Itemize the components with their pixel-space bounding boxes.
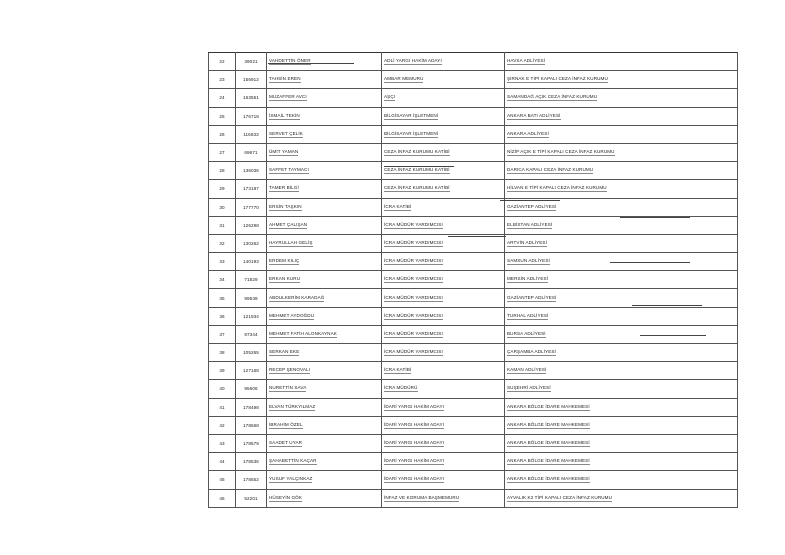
row-number-cell: [209, 362, 236, 380]
full-name-cell: [267, 53, 382, 71]
full-name-cell: [267, 253, 382, 271]
institution-cell: [505, 471, 738, 489]
institution-cell: [505, 380, 738, 398]
full-name: ERDEM KILIÇ: [269, 258, 300, 264]
registry-number-cell: [236, 416, 267, 434]
registry-number: 130262: [243, 240, 259, 246]
table-row: [209, 107, 738, 125]
job-title-cell: [382, 398, 505, 416]
full-name: İSMAİL TEKİN: [269, 112, 300, 118]
institution: ANKARA BÖLGE İDARE MAHKEMESİ: [507, 458, 590, 464]
table-row: [209, 489, 738, 507]
registry-number-cell: [236, 53, 267, 71]
job-title: İCRA MÜDÜR YARDIMCISI: [384, 239, 443, 245]
scan-stroke: [632, 305, 702, 306]
institution-cell: [505, 289, 738, 307]
row-number: 46: [219, 495, 225, 501]
registry-number-cell: [236, 289, 267, 307]
full-name: HÜSEYİN GÖK: [269, 494, 303, 500]
job-title-cell: [382, 89, 505, 107]
full-name-cell: [267, 398, 382, 416]
full-name: ÜMİT YAMAN: [269, 149, 299, 155]
registry-number-cell: [236, 107, 267, 125]
full-name-cell: [267, 216, 382, 234]
institution-cell: [505, 453, 738, 471]
job-title: İDARİ YARGI HAKİM ADAYI: [384, 458, 444, 464]
job-title: AŞÇI: [384, 94, 396, 100]
institution: GAZİANTEP ADLİYESİ: [507, 294, 557, 300]
institution: GAZİANTEP ADLİYESİ: [507, 203, 557, 209]
row-number: 32: [219, 240, 225, 246]
row-number-cell: [209, 71, 236, 89]
row-number: 29: [219, 186, 225, 192]
full-name-cell: [267, 107, 382, 125]
institution-cell: [505, 434, 738, 452]
job-title-cell: [382, 344, 505, 362]
row-number-cell: [209, 416, 236, 434]
registry-number-cell: [236, 325, 267, 343]
registry-number: 126298: [243, 222, 259, 228]
job-title: CEZA İNFAZ KURUMU KATİBİ: [384, 185, 450, 191]
job-title-cell: [382, 325, 505, 343]
job-title: İDARİ YARGI HAKİM ADAYI: [384, 440, 444, 446]
registry-number: 52201: [244, 495, 258, 501]
table-row: [209, 471, 738, 489]
job-title: BİLGİSAYAR İŞLETMENİ: [384, 112, 439, 118]
full-name-cell: [267, 162, 382, 180]
institution: KAMAN ADLİYESİ: [507, 367, 547, 373]
row-number-cell: [209, 380, 236, 398]
institution-cell: [505, 271, 738, 289]
registry-number: 178579: [243, 441, 259, 447]
table-row: [209, 71, 738, 89]
institution-cell: [505, 362, 738, 380]
registry-number-cell: [236, 434, 267, 452]
institution-cell: [505, 489, 738, 507]
table-row: [209, 162, 738, 180]
row-number-cell: [209, 198, 236, 216]
row-number-cell: [209, 271, 236, 289]
row-number: 37: [219, 331, 225, 337]
job-title: İCRA MÜDÜR YARDIMCISI: [384, 330, 443, 336]
institution: ARTVİN ADLİYESİ: [507, 239, 547, 245]
full-name-cell: [267, 453, 382, 471]
job-title-cell: [382, 416, 505, 434]
table-row: [209, 344, 738, 362]
registry-number-cell: [236, 362, 267, 380]
table-row: [209, 143, 738, 161]
scan-stroke: [610, 262, 690, 263]
row-number: 22: [219, 59, 225, 65]
institution-cell: [505, 216, 738, 234]
institution: HAVSA ADLİYESİ: [507, 58, 546, 64]
full-name: RECEP ŞENOVALI: [269, 367, 311, 373]
job-title-cell: [382, 271, 505, 289]
table-row: [209, 89, 738, 107]
registry-number-cell: [236, 198, 267, 216]
row-number: 45: [219, 477, 225, 483]
row-number: 42: [219, 422, 225, 428]
full-name-cell: [267, 344, 382, 362]
full-name: SAADET UYAR: [269, 440, 303, 446]
full-name: AHMET ÇALIŞAN: [269, 221, 308, 227]
job-title-cell: [382, 162, 505, 180]
scan-stroke: [500, 200, 560, 201]
institution-cell: [505, 398, 738, 416]
job-title-cell: [382, 107, 505, 125]
registry-number: 105265: [243, 350, 259, 356]
registry-number-cell: [236, 216, 267, 234]
row-number-cell: [209, 325, 236, 343]
table-row: [209, 125, 738, 143]
registry-number: 99539: [244, 295, 258, 301]
registry-number-cell: [236, 380, 267, 398]
row-number-cell: [209, 180, 236, 198]
personnel-table-body: [209, 53, 738, 508]
full-name-cell: [267, 307, 382, 325]
full-name-cell: [267, 362, 382, 380]
row-number: 40: [219, 386, 225, 392]
full-name-cell: [267, 271, 382, 289]
institution-cell: [505, 162, 738, 180]
institution: MERSİN ADLİYESİ: [507, 276, 549, 282]
row-number-cell: [209, 53, 236, 71]
registry-number: 127168: [243, 368, 259, 374]
table-row: [209, 180, 738, 198]
job-title: İDARİ YARGI HAKİM ADAYI: [384, 403, 444, 409]
full-name: ŞAHABETTİN KAÇAR: [269, 458, 317, 464]
row-number: 39: [219, 368, 225, 374]
institution: SUŞEHRİ ADLİYESİ: [507, 385, 551, 391]
full-name-cell: [267, 489, 382, 507]
job-title-cell: [382, 125, 505, 143]
institution: NİZİP AÇIK E TİPİ KAPALI CEZA İNFAZ KURUMU: [507, 149, 615, 155]
registry-number-cell: [236, 89, 267, 107]
full-name-cell: [267, 289, 382, 307]
job-title: ADLİ YARGI HAKİM ADAYI: [384, 58, 442, 64]
registry-number-cell: [236, 271, 267, 289]
job-title: CEZA İNFAZ KURUMU KATİBİ: [384, 149, 450, 155]
job-title-cell: [382, 307, 505, 325]
row-number: 34: [219, 277, 225, 283]
job-title: İCRA MÜDÜR YARDIMCISI: [384, 221, 443, 227]
job-title: CEZA İNFAZ KURUMU KATİBİ: [384, 167, 450, 173]
registry-number: 116633: [243, 131, 259, 137]
registry-number-cell: [236, 234, 267, 252]
full-name-cell: [267, 89, 382, 107]
row-number: 27: [219, 150, 225, 156]
row-number-cell: [209, 253, 236, 271]
registry-number-cell: [236, 398, 267, 416]
job-title: İNFAZ VE KORUMA BAŞMEMURU: [384, 494, 460, 500]
table-row: [209, 216, 738, 234]
institution: AYVALIK K2 TİPİ KAPALI CEZA İNFAZ KURUMU: [507, 494, 613, 500]
full-name: SERKAN EKE: [269, 349, 300, 355]
registry-number: 136036: [243, 168, 259, 174]
registry-number-cell: [236, 344, 267, 362]
institution: ANKARA BÖLGE İDARE MAHKEMESİ: [507, 476, 590, 482]
job-title: İDARİ YARGI HAKİM ADAYI: [384, 476, 444, 482]
institution: ANKARA ADLİYESİ: [507, 130, 549, 136]
institution-cell: [505, 125, 738, 143]
scan-stroke: [448, 236, 506, 237]
table-row: [209, 398, 738, 416]
full-name: MEHMET FATİH ALONKAYNAK: [269, 330, 337, 336]
institution-cell: [505, 107, 738, 125]
table-row: [209, 362, 738, 380]
row-number: 44: [219, 459, 225, 465]
full-name: ABDULKERİM KARADAĞ: [269, 294, 325, 300]
institution: ŞIRNAK E TİPİ KAPALI CEZA İNFAZ KURUMU: [507, 76, 608, 82]
job-title-cell: [382, 53, 505, 71]
registry-number: 177770: [243, 204, 259, 210]
job-title: İCRA MÜDÜR YARDIMCISI: [384, 276, 443, 282]
full-name-cell: [267, 380, 382, 398]
full-name: MUZAFFER AVCI: [269, 94, 307, 100]
institution: ANKARA BÖLGE İDARE MAHKEMESİ: [507, 403, 590, 409]
table-row: [209, 307, 738, 325]
institution: TURHAL ADLİYESİ: [507, 312, 549, 318]
institution-cell: [505, 89, 738, 107]
job-title-cell: [382, 489, 505, 507]
registry-number: 176718: [243, 113, 259, 119]
institution-cell: [505, 234, 738, 252]
registry-number: 95606: [244, 386, 258, 392]
row-number-cell: [209, 162, 236, 180]
job-title-cell: [382, 453, 505, 471]
full-name-cell: [267, 471, 382, 489]
registry-number-cell: [236, 162, 267, 180]
row-number-cell: [209, 289, 236, 307]
job-title: İCRA KATİBİ: [384, 367, 412, 373]
registry-number: 39021: [244, 59, 258, 65]
table-row: [209, 453, 738, 471]
registry-number-cell: [236, 453, 267, 471]
institution: ANKARA BÖLGE İDARE MAHKEMESİ: [507, 440, 590, 446]
full-name: SAFFET TAYMACI: [269, 167, 309, 173]
registry-number-cell: [236, 71, 267, 89]
row-number-cell: [209, 453, 236, 471]
job-title: BİLGİSAYAR İŞLETMENİ: [384, 130, 439, 136]
table-row: [209, 53, 738, 71]
job-title-cell: [382, 216, 505, 234]
scan-stroke: [268, 63, 354, 64]
row-number-cell: [209, 307, 236, 325]
job-title-cell: [382, 380, 505, 398]
row-number: 24: [219, 95, 225, 101]
registry-number: 173187: [243, 186, 259, 192]
full-name: ELVAN TÜRKYILMAZ: [269, 403, 316, 409]
full-name-cell: [267, 198, 382, 216]
row-number-cell: [209, 434, 236, 452]
registry-number: 71829: [244, 277, 258, 283]
registry-number-cell: [236, 489, 267, 507]
full-name-cell: [267, 125, 382, 143]
table-row: [209, 234, 738, 252]
row-number: 25: [219, 113, 225, 119]
institution: ELBİSTAN ADLİYESİ: [507, 221, 553, 227]
registry-number: 121934: [243, 313, 259, 319]
full-name: HAYRULLAH GELİŞ: [269, 239, 313, 245]
job-title-cell: [382, 143, 505, 161]
row-number: 31: [219, 222, 225, 228]
registry-number: 156912: [243, 77, 259, 83]
registry-number: 140193: [243, 259, 259, 265]
institution: HİLVAN E TİPİ KAPALI CEZA İNFAZ KURUMU: [507, 185, 607, 191]
job-title: İCRA MÜDÜR YARDIMCISI: [384, 349, 443, 355]
job-title-cell: [382, 362, 505, 380]
job-title: İCRA MÜDÜR YARDIMCISI: [384, 294, 443, 300]
registry-number-cell: [236, 253, 267, 271]
table-row: [209, 416, 738, 434]
registry-number: 178536: [243, 459, 259, 465]
registry-number-cell: [236, 180, 267, 198]
row-number: 26: [219, 131, 225, 137]
registry-number-cell: [236, 143, 267, 161]
full-name: İBRAHİM ÖZEL: [269, 421, 303, 427]
institution-cell: [505, 143, 738, 161]
job-title-cell: [382, 198, 505, 216]
job-title-cell: [382, 471, 505, 489]
row-number-cell: [209, 398, 236, 416]
job-title-cell: [382, 234, 505, 252]
institution: SAMANDAĞ AÇIK CEZA İNFAZ KURUMU: [507, 94, 598, 100]
row-number: 41: [219, 404, 225, 410]
row-number: 28: [219, 168, 225, 174]
job-title-cell: [382, 434, 505, 452]
institution: ANKARA BÖLGE İDARE MAHKEMESİ: [507, 421, 590, 427]
row-number-cell: [209, 143, 236, 161]
full-name: VAHDETTİN ÖNER: [269, 58, 311, 64]
institution: BURSA ADLİYESİ: [507, 330, 546, 336]
institution-cell: [505, 71, 738, 89]
row-number-cell: [209, 471, 236, 489]
full-name-cell: [267, 416, 382, 434]
full-name-cell: [267, 180, 382, 198]
registry-number: 178552: [243, 477, 259, 483]
job-title-cell: [382, 71, 505, 89]
institution: DARICA KAPALI CEZA İNFAZ KURUMU: [507, 167, 594, 173]
registry-number: 178568: [243, 422, 259, 428]
job-title: İDARİ YARGI HAKİM ADAYI: [384, 421, 444, 427]
job-title: İCRA MÜDÜRÜ: [384, 385, 418, 391]
registry-number-cell: [236, 307, 267, 325]
job-title: İCRA KATİBİ: [384, 203, 412, 209]
row-number-cell: [209, 125, 236, 143]
job-title: İCRA MÜDÜR YARDIMCISI: [384, 312, 443, 318]
row-number: 30: [219, 204, 225, 210]
row-number-cell: [209, 234, 236, 252]
job-title-cell: [382, 253, 505, 271]
full-name: TAHSİN EREN: [269, 76, 301, 82]
full-name-cell: [267, 434, 382, 452]
full-name: MEHMET AYDOĞDU: [269, 312, 315, 318]
institution: ÇARŞAMBA ADLİYESİ: [507, 349, 556, 355]
job-title: AMBAR MEMURU: [384, 76, 424, 82]
full-name: ERKAN KURU: [269, 276, 301, 282]
row-number-cell: [209, 489, 236, 507]
table-row: [209, 434, 738, 452]
full-name: ERSİN TAŞKIN: [269, 203, 302, 209]
table-row: [209, 198, 738, 216]
registry-number-cell: [236, 471, 267, 489]
institution-cell: [505, 180, 738, 198]
full-name: YUSUF YALÇINKAZ: [269, 476, 313, 482]
full-name-cell: [267, 234, 382, 252]
full-name-cell: [267, 71, 382, 89]
row-number: 23: [219, 77, 225, 83]
registry-number: 163551: [243, 95, 259, 101]
registry-number: 69671: [244, 150, 258, 156]
full-name: SERVET ÇELİK: [269, 130, 303, 136]
scan-stroke: [620, 217, 690, 218]
full-name: NURETTİN SAVA: [269, 385, 307, 391]
row-number: 38: [219, 350, 225, 356]
job-title-cell: [382, 180, 505, 198]
institution-cell: [505, 344, 738, 362]
full-name-cell: [267, 143, 382, 161]
table-row: [209, 380, 738, 398]
table-row: [209, 271, 738, 289]
scan-stroke: [640, 335, 706, 336]
full-name-cell: [267, 325, 382, 343]
row-number: 36: [219, 313, 225, 319]
row-number-cell: [209, 107, 236, 125]
row-number: 35: [219, 295, 225, 301]
institution: SAMSUN ADLİYESİ: [507, 258, 550, 264]
full-name: TAMER BİLGİ: [269, 185, 299, 191]
scan-stroke: [384, 166, 454, 167]
row-number: 33: [219, 259, 225, 265]
row-number: 43: [219, 441, 225, 447]
job-title: İCRA MÜDÜR YARDIMCISI: [384, 258, 443, 264]
institution-cell: [505, 416, 738, 434]
row-number-cell: [209, 216, 236, 234]
job-title-cell: [382, 289, 505, 307]
registry-number: 178498: [243, 404, 259, 410]
institution-cell: [505, 53, 738, 71]
row-number-cell: [209, 89, 236, 107]
personnel-table: [208, 52, 738, 508]
registry-number: 97344: [244, 331, 258, 337]
institution-cell: [505, 307, 738, 325]
row-number-cell: [209, 344, 236, 362]
registry-number-cell: [236, 125, 267, 143]
institution: ANKARA BATI ADLİYESİ: [507, 112, 561, 118]
